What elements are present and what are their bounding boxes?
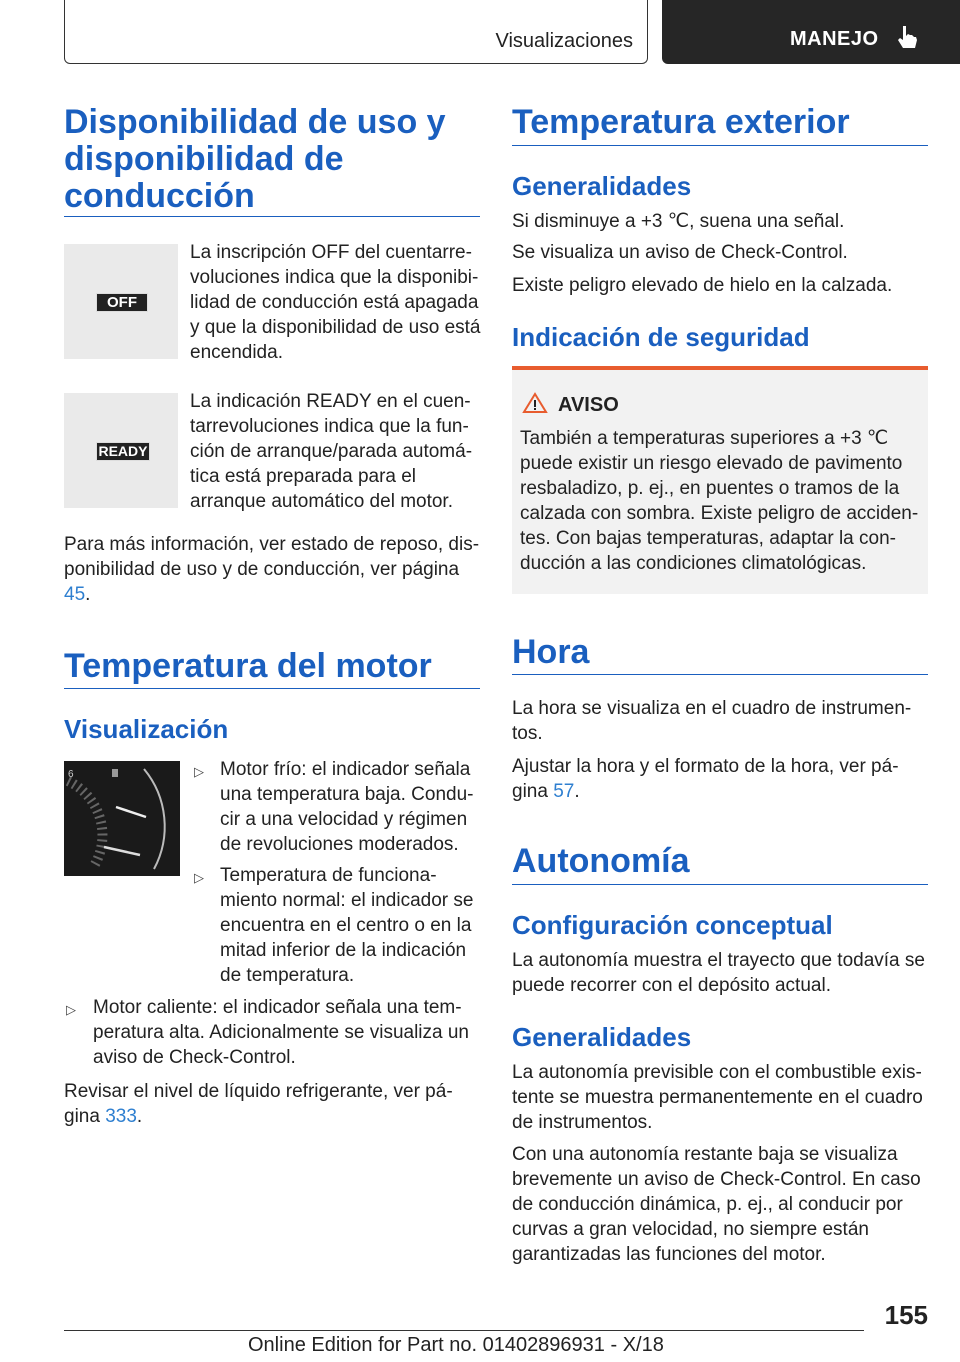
ready-description: La indicación READY en el cuentarrevoluciones indica que la función de arranque/parada automática está preparada para el arranque automático del motor. [190,391,473,512]
heading-temperatura-motor: Temperatura del motor [64,647,432,685]
svg-text:6: 6 [68,769,74,780]
gen-line-1: Si disminuye a +3 ℃, suena una señal. [512,211,845,232]
bullet-normal-temp: Temperatura de funcionamiento normal: el indicador se encuentra en el centro o en la mitad inferior de la indicación de temperatura. [220,865,474,986]
footer-edition: Online Edition for Part no. 01402896931 - X/18 [248,1334,664,1356]
heading-configuracion: Configuración conceptual [512,910,833,940]
warning-box [512,366,928,594]
heading-hora: Hora [512,633,590,671]
warning-triangle-icon [522,392,548,414]
page-link-333[interactable]: 333 [105,1106,137,1127]
temperature-gauge-image [64,761,180,876]
bullet-triangle-icon: ▷ [194,764,204,779]
bullet-cold-engine: Motor frío: el indicador señala una temperatura baja. Conducir a una velocidad y régimen de revoluciones moderados. [220,759,474,855]
gen2-paragraph-1: La autonomía previsible con el combustible existente se muestra permanentemente en el cuadro de instrumentos. [512,1062,923,1133]
header-chapter-tab [662,0,960,64]
coolant-text: Revisar el nivel de líquido refrigerante, ver página [64,1081,453,1127]
page-link-45[interactable]: 45 [64,584,86,605]
coolant-paragraph: Revisar el nivel de líquido refrigerante, ver página 333. [64,1081,453,1127]
hora-paragraph-2: Ajustar la hora y el formato de la hora, ver página 57. [512,756,899,802]
hora-paragraph-1: La hora se visualiza en el cuadro de instrumentos. [512,698,912,744]
gen-line-3: Existe peligro elevado de hielo en la calzada. [512,275,893,296]
header-chapter-label: MANEJO [790,28,879,50]
ready-indicator-image [64,393,178,508]
heading-indicacion-seguridad: Indicación de seguridad [512,322,810,352]
bullet-triangle-icon: ▷ [194,870,204,885]
gen-line-2: Se visualiza un aviso de Check-Control. [512,242,848,263]
header-section-label: Visualizaciones [495,30,633,52]
heading-rule [64,688,480,689]
heading-temperatura-exterior: Temperatura exterior [512,103,850,141]
off-indicator-image [64,244,178,359]
gauge-drawing [64,761,180,876]
page-number: 155 [884,1300,928,1330]
warning-text: También a temperaturas superiores a +3 ℃ puede existir un riesgo elevado de pavimento resbaladizo, p. ej., en puentes o tramos de la calzada con sombra. Existe peligro de accidentes. Con bajas temperaturas, adaptar la conducción a las condiciones climatológicas. [520,428,919,574]
heading-generalidades-2: Generalidades [512,1022,692,1052]
gen2-paragraph-2: Con una autonomía restante baja se visualiza brevemente un aviso de Check-Control. En caso de conducción dinámica, p. ej., al conducir por curvas a gran velocidad, no siempre están garantizadas las funciones del motor. [512,1144,921,1265]
bullet-hot-engine: Motor caliente: el indicador señala una temperatura alta. Adicionalmente se visualiza un aviso de Check-Control. [93,997,470,1068]
steering-hand-icon [894,24,920,50]
page-link-57[interactable]: 57 [553,781,575,802]
concept-paragraph: La autonomía muestra el trayecto que todavía se puede recorrer con el depósito actual. [512,950,925,996]
heading-rule [512,145,928,146]
header-section-box [64,0,648,64]
off-badge: OFF [96,293,148,312]
heading-rule [64,216,480,217]
bullet-triangle-icon: ▷ [66,1002,76,1017]
heading-rule [512,884,928,885]
heading-generalidades: Generalidades [512,171,692,201]
heading-disponibilidad: Disponibilidad de uso y disponibilidad de conducción [64,103,446,215]
ready-badge: READY [96,442,150,461]
more-info-text: Para más información, ver estado de reposo, disponibilidad de uso y de conducción, ver página [64,534,480,580]
warning-title: AVISO [558,394,619,416]
heading-autonomia: Autonomía [512,842,690,880]
heading-rule [512,674,928,675]
off-description: La inscripción OFF del cuentarrevoluciones indica que la disponibilidad de conducción está apagada y que la disponibilidad de uso está encendida. [190,242,481,363]
more-info-paragraph: Para más información, ver estado de reposo, disponibilidad de uso y de conducción, ver página 45. [64,534,480,605]
hora-text: Ajustar la hora y el formato de la hora, ver página [512,756,899,802]
heading-visualizacion: Visualización [64,714,229,744]
footer-rule [64,1330,864,1331]
